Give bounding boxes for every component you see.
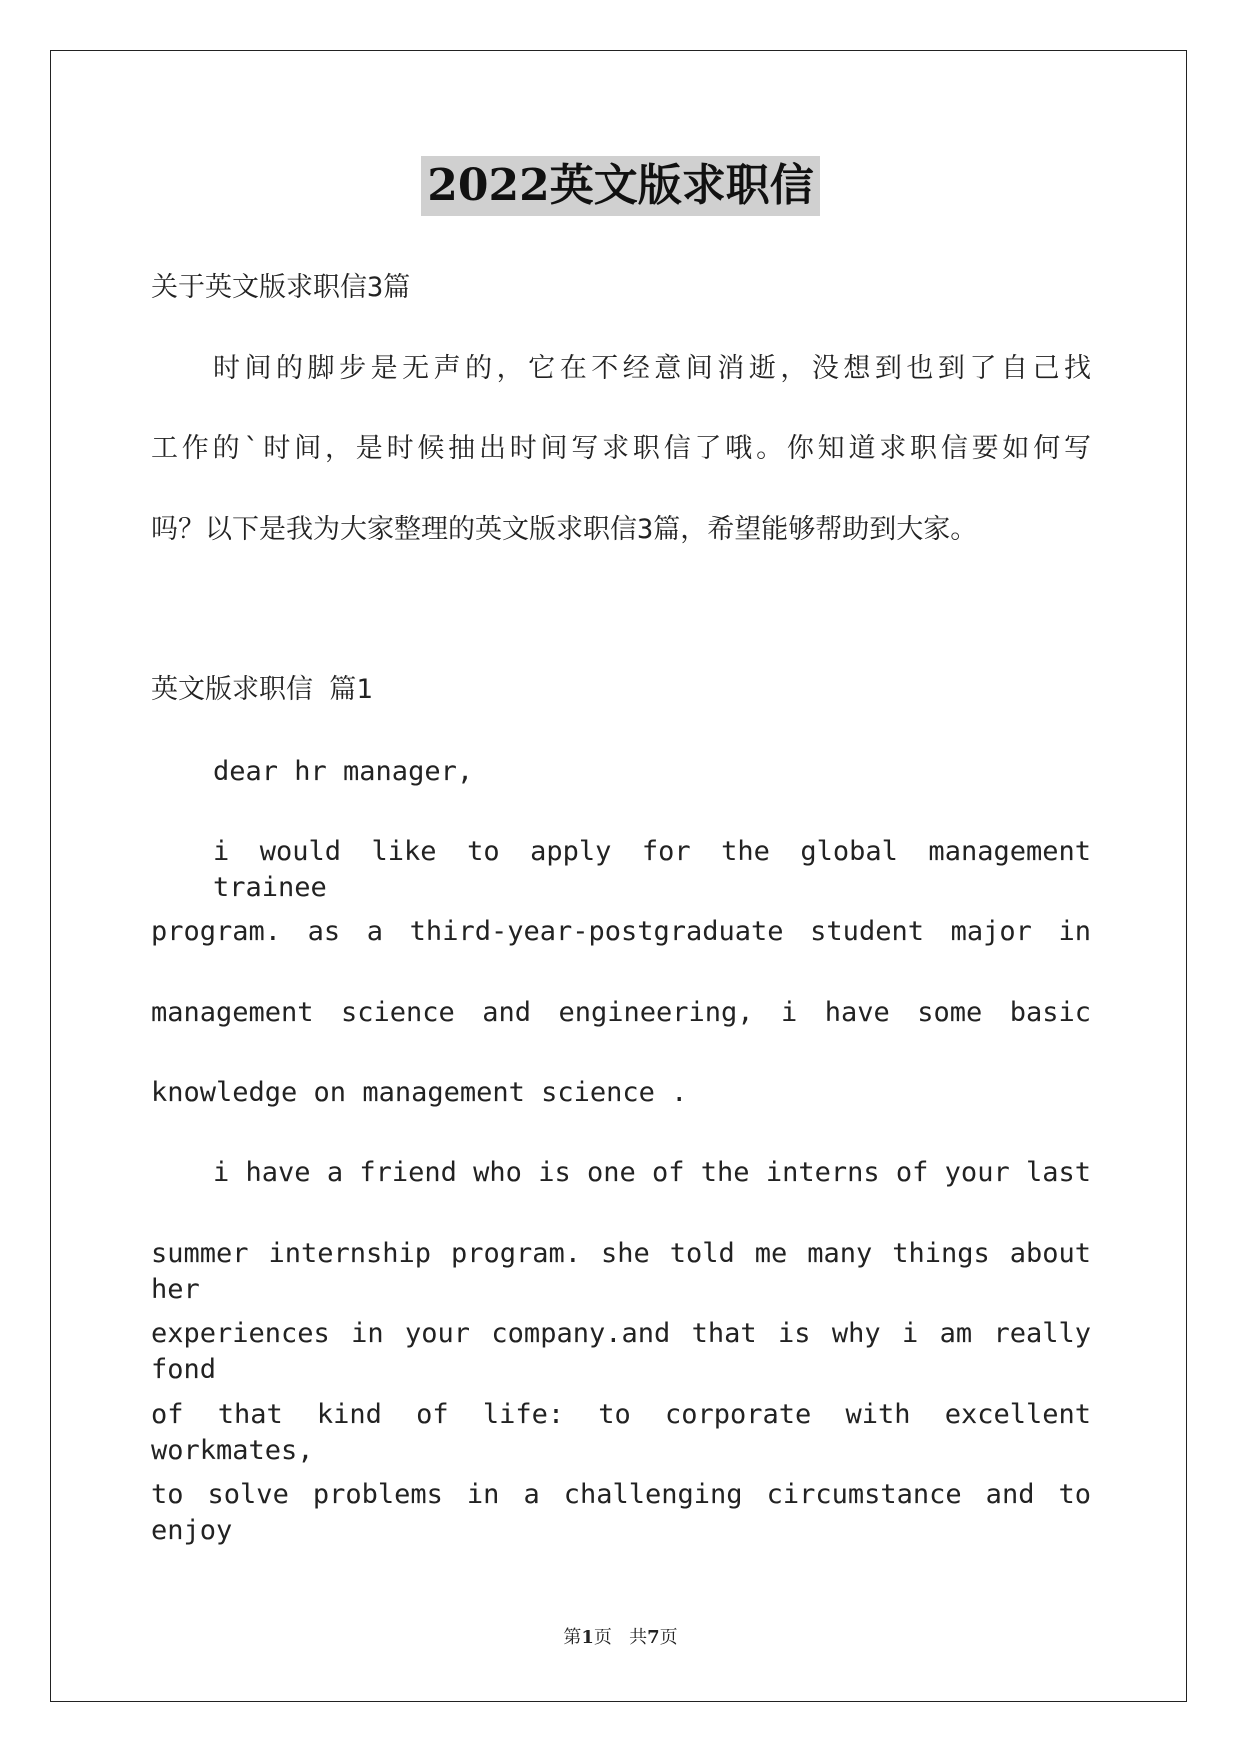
footer-page-prefix: 第 (563, 1627, 582, 1648)
footer-page-suffix: 页 (593, 1627, 612, 1648)
intro-line-3: 吗？以下是我为大家整理的英文版求职信3篇，希望能够帮助到大家。 (151, 514, 978, 545)
paragraph2-line-2: summer internship program. she told me many things about her (151, 1238, 1091, 1305)
title-container (0, 156, 1241, 216)
footer-total-suffix: 页 (659, 1627, 678, 1648)
salutation: dear hr manager, (213, 756, 474, 787)
paragraph2-line-1: i have a friend who is one of the interns of your last (213, 1157, 1091, 1188)
subtitle: 关于英文版求职信3篇 (151, 272, 411, 303)
footer-total-prefix: 共 (629, 1627, 648, 1648)
paragraph1-line-3: management science and engineering, i have some basic (151, 997, 1091, 1028)
intro-line-1: 时间的脚步是无声的，它在不经意间消逝，没想到也到了自己找 (213, 353, 1091, 384)
paragraph1-line-4: knowledge on management science . (151, 1077, 688, 1108)
paragraph1-line-2: program. as a third-year-postgraduate student major in (151, 916, 1091, 947)
page-footer (0, 1623, 1241, 1649)
paragraph2-line-4: of that kind of life: to corporate with excellent workmates, (151, 1399, 1091, 1466)
paragraph2-line-3: experiences in your company.and that is why i am really fond (151, 1318, 1091, 1385)
footer-total-pages: 7 (647, 1627, 660, 1648)
intro-line-2: 工作的`时间，是时候抽出时间写求职信了哦。你知道求职信要如何写 (151, 433, 1091, 464)
footer-page-number: 1 (581, 1627, 594, 1648)
paragraph1-line-1: i would like to apply for the global management trainee (213, 836, 1091, 903)
paragraph2-line-5: to solve problems in a challenging circumstance and to enjoy (151, 1479, 1091, 1546)
document-title: 2022英文版求职信 (421, 156, 819, 216)
section-heading: 英文版求职信 篇1 (151, 674, 373, 705)
